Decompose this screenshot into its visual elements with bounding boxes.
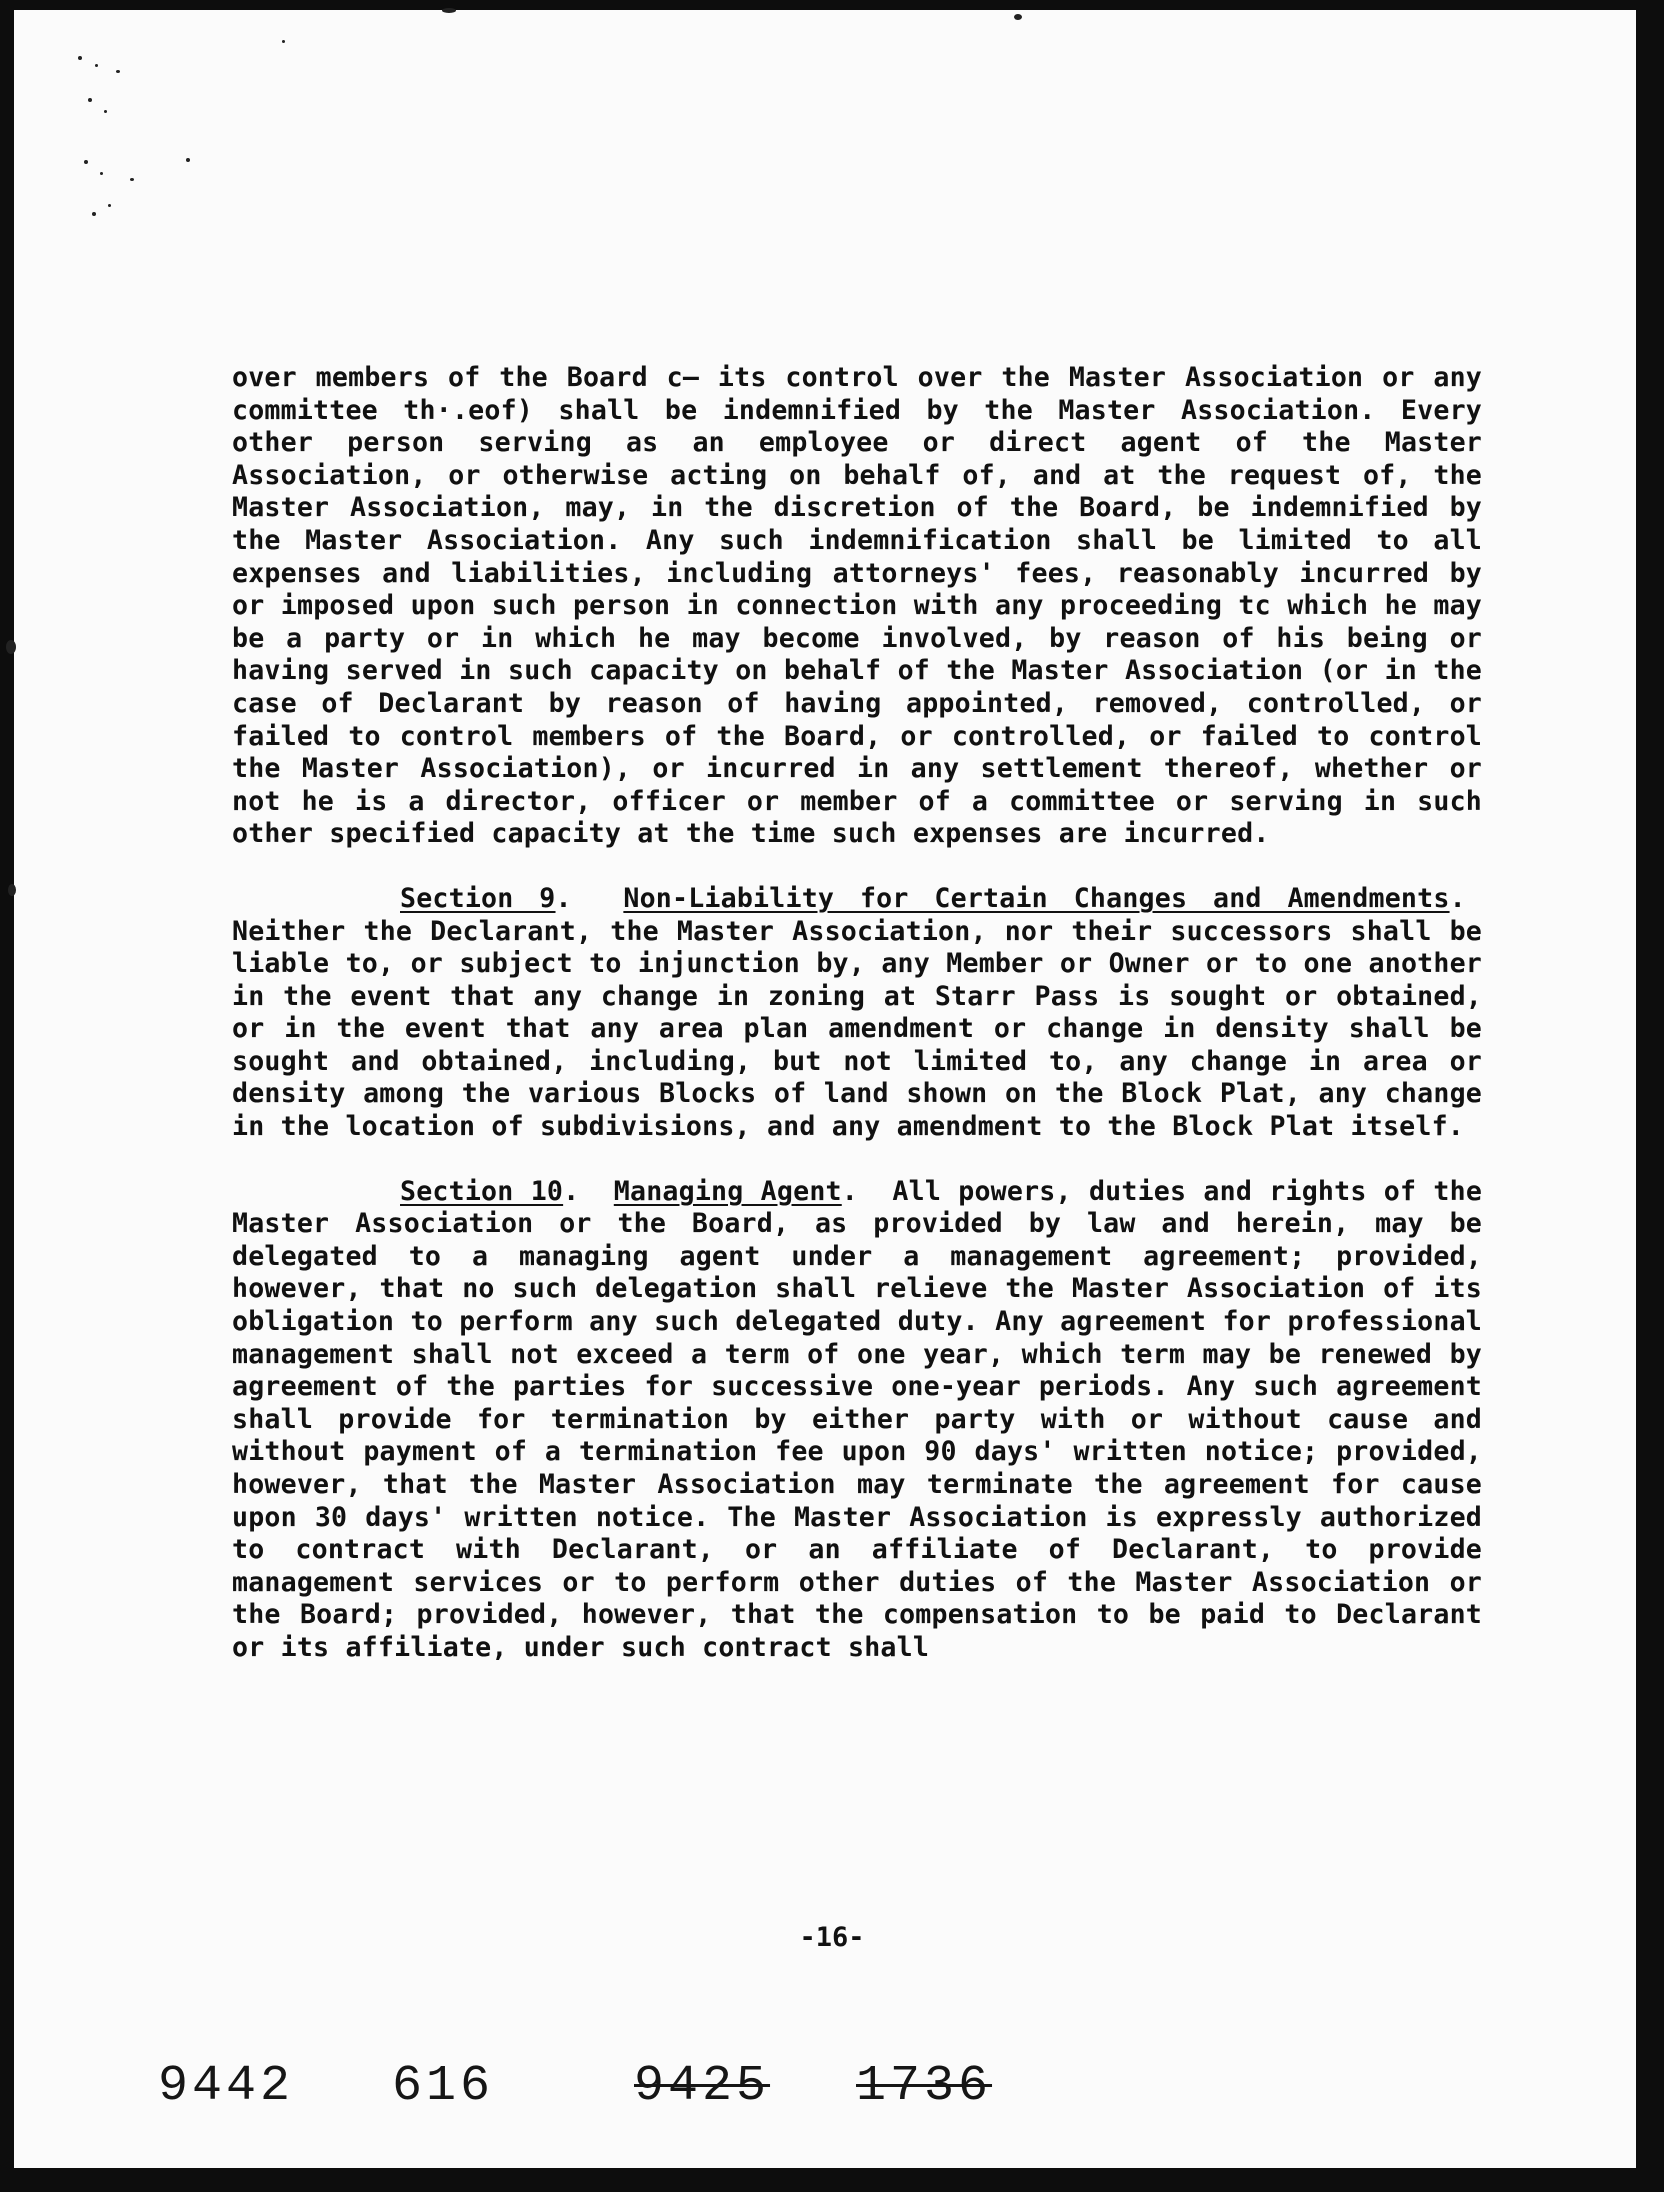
scan-speck xyxy=(88,98,92,102)
scan-speck xyxy=(8,884,16,896)
page-number: -16- xyxy=(799,1922,865,1953)
paragraph-section-10: Section 10. Managing Agent. All powers, duties and rights of the Master Association or the Board, as provided by law and herein, may be delegated to a managing agent under a management agreement; provided, however, that no such delegation shall relieve the Master Association of its obligation to perform any such delegated duty. Any agreement for professional management shall not exceed a term of one year, which term may be renewed by agreement of the parties for successive one-year periods. Any such agreement shall provide for termination by either party with or without cause and without payment of a termination fee upon 90 days' written notice; provided, however, that the Master Association may terminate the agreement for cause upon 30 days' written notice. The Master Association is expressly authorized to contract with Declarant, or an affiliate of Declarant, to provide management services or to perform other duties of the Master Association or the Board; provided, however, that the compensation to be paid to Declarant or its affiliate, under such contract shall xyxy=(232,1175,1483,1663)
scan-speck xyxy=(84,160,88,164)
scan-speck xyxy=(108,204,111,207)
paragraph-continuation xyxy=(232,362,1482,851)
scan-speck xyxy=(442,8,456,13)
scan-speck xyxy=(92,212,96,216)
paragraph-section-9: Section 9. Non-Liability for Certain Changes and Amendments. Neither the Declarant, the Master Association, nor their successors shall be liable to, or subject to injunction by, any Member or Owner or to one another in the event that any change in zoning at Starr Pass is sought or obtained, or in the event that any area plan amendment or change in density shall be sought and obtained, including, but not limited to, any change in area or density among the various Blocks of land shown on the Block Plat, any change in the location of subdivisions, and any amendment to the Block Plat itself. xyxy=(232,882,1482,1143)
section-title: Managing Agent xyxy=(613,1175,842,1207)
scan-speck xyxy=(104,110,107,113)
recording-book-number: 9442 xyxy=(158,2058,295,2115)
section-number: Section 9 xyxy=(400,882,556,914)
struck-page-number: 1736 xyxy=(856,2058,993,2115)
paragraph-text: All powers, duties and rights of the Master Association or the Board, as provided by law and herein, may be delegated to a managing agent under a management agreement; provided, however, that no such delegation shall relieve the Master Association of its obligation to perform any such delegated duty. Any agreement for professional management shall not exceed a term of one year, which term may be renewed by agreement of the parties for successive one-year periods. Any such agreement shall provide for termination by either party with or without cause and without payment of a termination fee upon 90 days' written notice; provided, however, that the Master Association may terminate the agreement for cause upon 30 days' written notice. The Master Association is expressly authorized to contract with Declarant, or an affiliate of Declarant, to provide management services or to perform other duties of the Master Association or the Board; provided, however, that the compensation to be paid to Declarant or its affiliate, under such contract shall xyxy=(232,1175,1483,1663)
paragraph-text: over members of the Board c— its control over the Master Association or any committee th·.eof) shall be indemnified by the Master Association. Every other person serving as an employee or direct agent of the Master Association, or otherwise acting on behalf of, and at the request of, the Master Association, may, in the discretion of the Board, be indemnified by the Master Association. Any such indemnification shall be limited to all expenses and liabilities, including attorneys' fees, reasonably incurred by or imposed upon such person in connection with any proceeding tc which he may be a party or in which he may become involved, by reason of his being or having served in such capacity on behalf of the Master Association (or in the case of Declarant by reason of having appointed, removed, controlled, or failed to control members of the Board, or controlled, or failed to control the Master Association), or incurred in any settlement thereof, whether or not he is a director, officer or member of a committee or serving in such other specified capacity at the time such expenses are incurred. xyxy=(232,362,1482,850)
scan-speck xyxy=(1014,14,1022,20)
document-body xyxy=(232,362,1482,1665)
section-number: Section 10 xyxy=(400,1175,564,1207)
scan-speck xyxy=(116,70,120,73)
scan-speck xyxy=(130,178,134,181)
section-title: Non-Liability for Certain Changes and Amendments xyxy=(623,882,1450,914)
paragraph-text: Neither the Declarant, the Master Association, nor their successors shall be liable to, or subject to injunction by, any Member or Owner or to one another in the event that any change in zoning at Starr Pass is sought or obtained, or in the event that any area plan amendment or change in density shall be sought and obtained, including, but not limited to, any change in area or density among the various Blocks of land shown on the Block Plat, any change in the location of subdivisions, and any amendment to the Block Plat itself. xyxy=(232,915,1482,1143)
recording-page-number: 616 xyxy=(392,2058,495,2115)
scan-speck xyxy=(100,172,103,175)
scan-speck xyxy=(282,40,285,43)
struck-book-number: 9425 xyxy=(634,2058,771,2115)
scan-speck xyxy=(78,56,82,60)
scan-speck xyxy=(186,158,190,162)
scan-speck xyxy=(95,64,98,67)
scan-speck xyxy=(6,640,16,654)
